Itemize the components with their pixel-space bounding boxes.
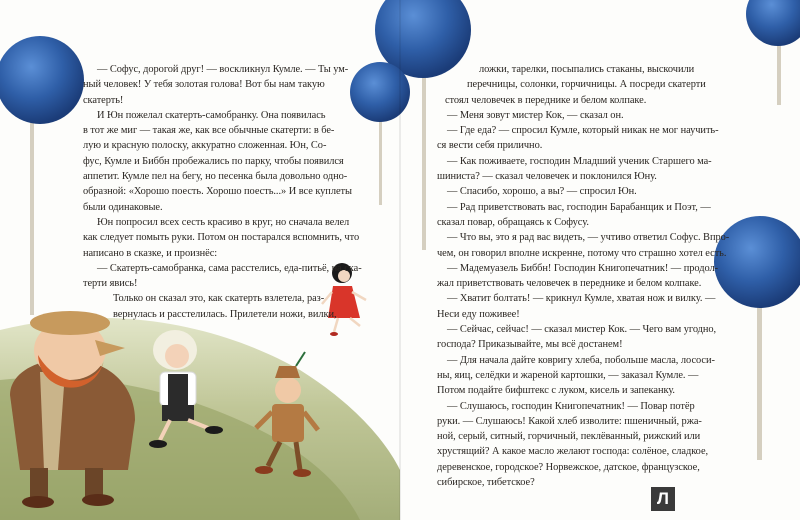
text-line: фус, Кумле и Биббн пробежались по парку, чтобы появился <box>83 155 344 167</box>
text-line: ны, яиц, селёдки и жареной картошки, — заказал Кумле. — <box>437 369 699 381</box>
text-line: — Сейчас, сейчас! — сказал мистер Кок. — Чего вам угодно, <box>447 324 717 336</box>
text-line: Только он сказал это, как скатерть взлетела, раз- <box>113 293 325 305</box>
text-line: — Софус, дорогой друг! — воскликнул Кумле. — Ты ум- <box>97 64 349 75</box>
text-line: шиниста? — сказал человечек и поклонился Юну. <box>437 171 657 183</box>
text-line: ся вести себя прилично. <box>437 140 543 152</box>
page-gutter <box>399 0 401 520</box>
text-line: хрустящий? А какое масло желают господа: солёное, сладкое, <box>437 446 709 458</box>
text-line: Потом подайте бифштекс с луком, кисель и запеканку. <box>437 385 675 397</box>
text-line: сказал повар, обращаясь к Софусу. <box>437 216 589 228</box>
text-line: чем, он говорил вполне искренне, потому что страшно хотел есть. <box>437 247 727 259</box>
text-line: аппетит. Кумле пел на бегу, но песенка была довольно одно- <box>83 171 348 183</box>
text-line: И Юн пожелал скатерть-самобранку. Она появилась <box>97 109 326 121</box>
left-page-text <box>83 62 373 322</box>
text-line: лую и красную полоску, аккуратно сложенная. Юн, Со- <box>83 140 327 152</box>
text-line: деревенское, городское? Норвежское, датское, французское, <box>437 461 700 473</box>
text-line: перечницы, солонки, горчичницы. А посреди скатерти <box>467 79 706 91</box>
text-line: — Хватит болтать! — крикнул Кумле, хватая нож и вилку. — <box>447 293 716 305</box>
text-line: скатерть! <box>83 94 124 106</box>
tree-top-left <box>0 36 84 315</box>
right-page-text <box>437 62 737 490</box>
tree-top-right <box>746 0 800 105</box>
text-line: образной: «Хорошо поесть. Хорошо поесть...» И все куплеты <box>83 186 352 198</box>
text-line: — Мадемуазель Биббн! Господин Книгопечатник! — продол- <box>447 262 718 274</box>
text-line: жал приветствовать человечек в переднике и белом колпаке. <box>437 278 702 290</box>
text-line: — Слушаюсь, господин Книгопечатник! — Повар потёр <box>447 400 695 412</box>
text-line: — Скатерть-самобранка, сама расстелись, еда-питьё, на ска- <box>97 262 362 274</box>
text-line: господа? Приказывайте, мы всё достанем! <box>437 339 623 351</box>
text-line: Неси еду поживее! <box>437 308 520 320</box>
text-line: как следует помыть руки. Потом он постарался вспомнить, что <box>83 232 360 244</box>
text-line: вернулась и расстелилась. Прилетели ножи, вилки, <box>113 308 337 320</box>
text-line: — Где еда? — спросил Кумле, который никак не мог научить- <box>447 125 719 137</box>
text-line: — Меня зовут мистер Кок, — сказал он. <box>447 109 624 121</box>
publisher-logo: Л <box>651 487 675 511</box>
text-line: были одинаковые. <box>83 201 163 213</box>
text-line: — Рад приветствовать вас, господин Барабанщик и Поэт, — <box>447 201 711 213</box>
text-line: написано в сказке, и произнёс: <box>83 247 218 259</box>
text-line: — Спасибо, хорошо, а вы? — спросил Юн. <box>447 186 637 198</box>
text-line: — Как поживаете, господин Младший ученик Старшего ма- <box>447 155 712 167</box>
text-line: в тот же миг — такая же, как все обычные скатерти: в бе- <box>83 125 335 137</box>
text-line: ложки, тарелки, посыпались стаканы, выскочили <box>479 64 695 75</box>
text-line: ной, серый, ситный, горчичный, пеклёванный, рижский или <box>437 431 701 443</box>
text-line: сибирское, тибетское? <box>437 477 535 489</box>
text-line: — Для начала дайте ковригу хлеба, побольше масла, лососи- <box>447 354 715 366</box>
text-line: Юн попросил всех сесть красиво в круг, но сначала велел <box>97 216 350 228</box>
text-line: стоял человечек в переднике и белом колпаке. <box>445 94 647 106</box>
text-line: терти явись! <box>83 278 138 290</box>
text-line: руки. — Слушаюсь! Какой хлеб изволите: пшеничный, ржа- <box>437 415 702 427</box>
text-line: ный человек! У тебя золотая голова! Вот бы нам такую <box>83 79 325 91</box>
text-line: — Что вы, это я рад вас видеть, — учтиво ответил Софус. Впро- <box>447 232 730 244</box>
